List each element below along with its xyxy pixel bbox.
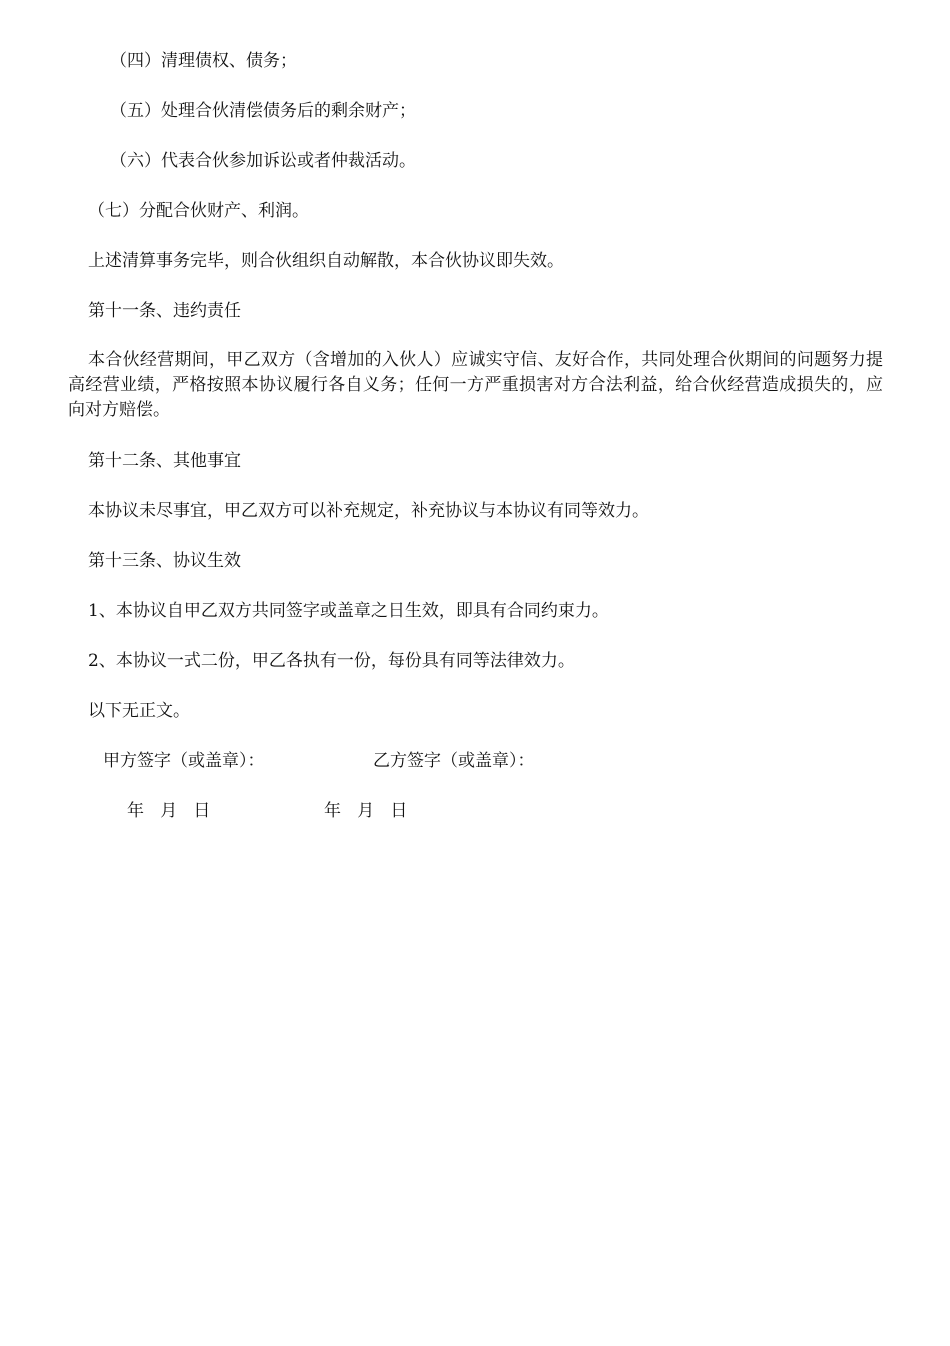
list-item-6: （六）代表合伙参加诉讼或者仲裁活动。 — [110, 151, 416, 171]
list-item-5: （五）处理合伙清偿债务后的剩余财产； — [110, 101, 416, 121]
end-note: 以下无正文。 — [88, 701, 190, 721]
article-11-title: 第十一条、违约责任 — [88, 301, 241, 321]
party-a-signature-label: 甲方签字（或盖章）： — [103, 751, 265, 771]
liquidation-note: 上述清算事务完毕，则合伙组织自动解散，本合伙协议即失效。 — [88, 251, 564, 271]
article-13-clause-1: 1、本协议自甲乙双方共同签字或盖章之日生效，即具有合同约束力。 — [88, 601, 609, 621]
list-item-4: （四）清理债权、债务； — [110, 51, 297, 71]
party-b-date: 年 月 日 — [324, 801, 408, 821]
article-12-title: 第十二条、其他事宜 — [88, 451, 241, 471]
article-13-title: 第十三条、协议生效 — [88, 551, 241, 571]
article-11-body: 本合伙经营期间，甲乙双方（含增加的入伙人）应诚实守信、友好合作，共同处理合伙期间的问题努力提高经营业绩，严格按照本协议履行各自义务；任何一方严重损害对方合法利益，给合伙经营造成损失的，应向对方赔偿。 — [68, 350, 883, 420]
article-13-clause-2: 2、本协议一式二份，甲乙各执有一份，每份具有同等法律效力。 — [88, 651, 575, 671]
party-b-signature-label: 乙方签字（或盖章）： — [373, 751, 535, 771]
list-item-7: （七）分配合伙财产、利润。 — [88, 201, 309, 221]
article-12-body: 本协议未尽事宜，甲乙双方可以补充规定，补充协议与本协议有同等效力。 — [88, 501, 649, 521]
party-a-date: 年 月 日 — [127, 801, 211, 821]
